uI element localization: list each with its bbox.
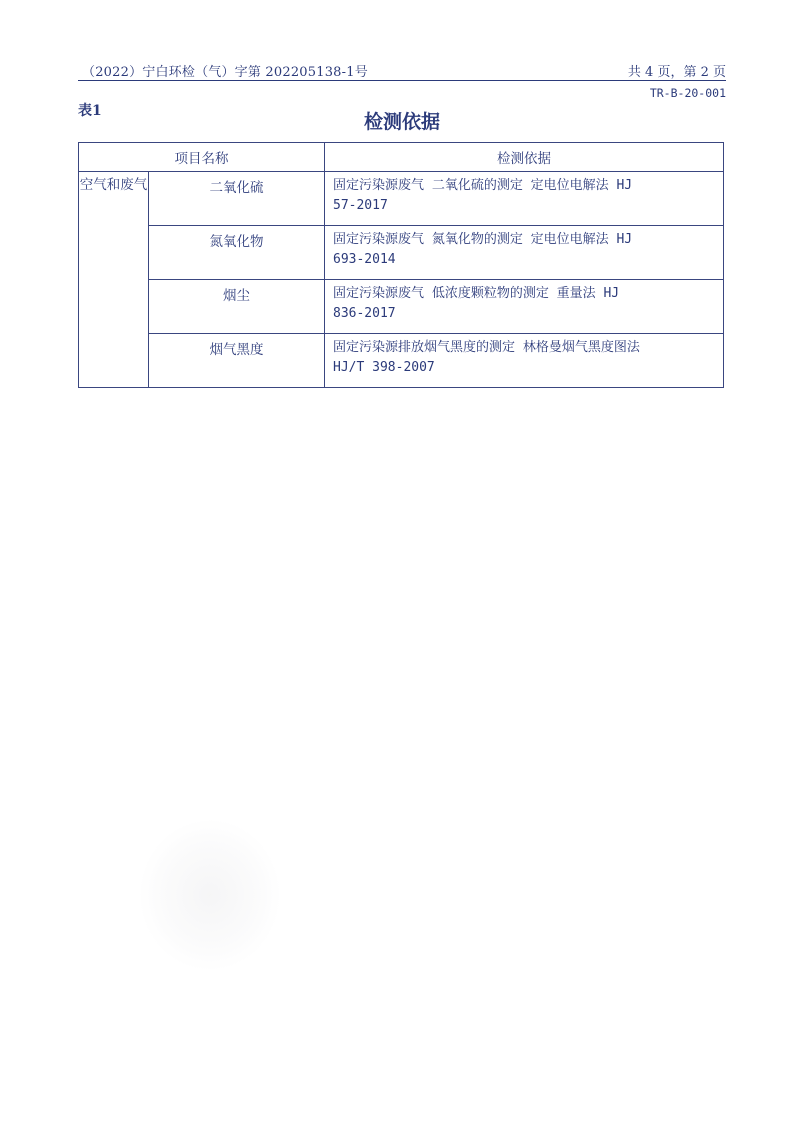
basis-line: 固定污染源废气 低浓度颗粒物的测定 重量法 HJ — [333, 286, 620, 301]
basis-line: 836-2017 — [333, 306, 396, 321]
basis-cell — [325, 334, 724, 388]
header-divider — [78, 80, 726, 81]
basis-line: HJ/T 398-2007 — [333, 360, 435, 375]
table-row — [79, 226, 724, 280]
item-name-cell: 烟气黑度 — [149, 334, 325, 388]
table-label: 表1 — [78, 103, 102, 119]
table-row — [79, 172, 724, 226]
scan-smudge — [140, 820, 280, 970]
form-code: TR-B-20-001 — [649, 86, 726, 100]
item-name-cell: 二氧化硫 — [149, 172, 325, 226]
basis-cell — [325, 172, 724, 226]
report-number: （2022）宁白环检（气）字第 202205138-1号 — [82, 65, 368, 80]
table-row — [79, 334, 724, 388]
item-name-cell: 烟尘 — [149, 280, 325, 334]
basis-line: 固定污染源废气 二氧化硫的测定 定电位电解法 HJ — [333, 178, 633, 193]
basis-cell — [325, 226, 724, 280]
table-header-row — [79, 143, 724, 172]
item-name-cell: 氮氧化物 — [149, 226, 325, 280]
column-header-item: 项目名称 — [79, 143, 325, 172]
basis-table — [78, 142, 724, 388]
basis-line: 固定污染源废气 氮氧化物的测定 定电位电解法 HJ — [333, 232, 633, 247]
category-cell: 空气和废气 — [79, 172, 149, 388]
column-header-basis: 检测依据 — [325, 143, 724, 172]
basis-line: 693-2014 — [333, 252, 396, 267]
basis-line: 57-2017 — [333, 198, 388, 213]
basis-line: 固定污染源排放烟气黑度的测定 林格曼烟气黑度图法 — [333, 340, 640, 355]
page-info: 共 4 页，第 2 页 — [627, 65, 726, 80]
basis-cell — [325, 280, 724, 334]
page-title: 检测依据 — [363, 111, 440, 133]
table-row — [79, 280, 724, 334]
